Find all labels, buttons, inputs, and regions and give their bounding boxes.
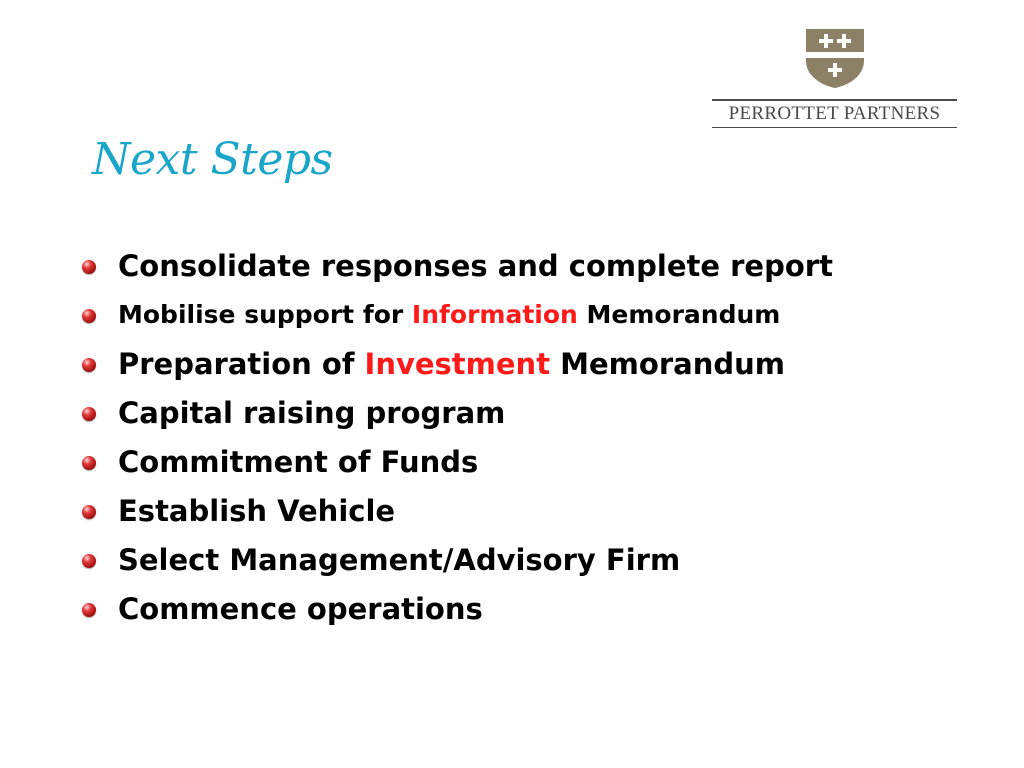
- red-bullet-icon: [82, 407, 96, 421]
- step-text: Establish Vehicle: [118, 494, 396, 528]
- step-text: Consolidate responses and complete report: [118, 249, 833, 283]
- step-text-after: Memorandum: [550, 347, 785, 381]
- step-item: [80, 344, 833, 393]
- logo-brand-name: PERROTTET PARTNERS: [728, 103, 941, 124]
- red-bullet-icon: [82, 603, 96, 617]
- red-bullet-icon: [82, 554, 96, 568]
- step-text: Commence operations: [118, 592, 483, 626]
- step-item: [80, 491, 833, 540]
- next-steps-list: [80, 246, 833, 638]
- step-text: Select Management/Advisory Firm: [118, 543, 681, 577]
- step-item: [80, 589, 833, 638]
- shield-crosses-icon: [804, 27, 866, 89]
- step-item: [80, 442, 833, 491]
- logo-rule-top: [712, 99, 957, 101]
- red-bullet-icon: [82, 260, 96, 274]
- perrottet-partners-logo: [712, 27, 957, 129]
- step-item: [80, 393, 833, 442]
- red-bullet-icon: [82, 309, 96, 323]
- step-item: [80, 246, 833, 295]
- step-text-before: Preparation of: [118, 347, 365, 381]
- step-highlight: Investment: [364, 347, 551, 381]
- red-bullet-icon: [82, 358, 96, 372]
- step-text-after: Memorandum: [577, 300, 781, 329]
- logo-rule-bottom: [712, 127, 957, 128]
- step-text: Commitment of Funds: [118, 445, 479, 479]
- step-text-before: Mobilise support for: [118, 300, 412, 329]
- step-highlight: Information: [411, 300, 578, 329]
- step-text: Capital raising program: [118, 396, 506, 430]
- step-item: [80, 540, 833, 589]
- slide-title: Next Steps: [92, 134, 333, 185]
- red-bullet-icon: [82, 505, 96, 519]
- red-bullet-icon: [82, 456, 96, 470]
- step-item: [80, 295, 833, 344]
